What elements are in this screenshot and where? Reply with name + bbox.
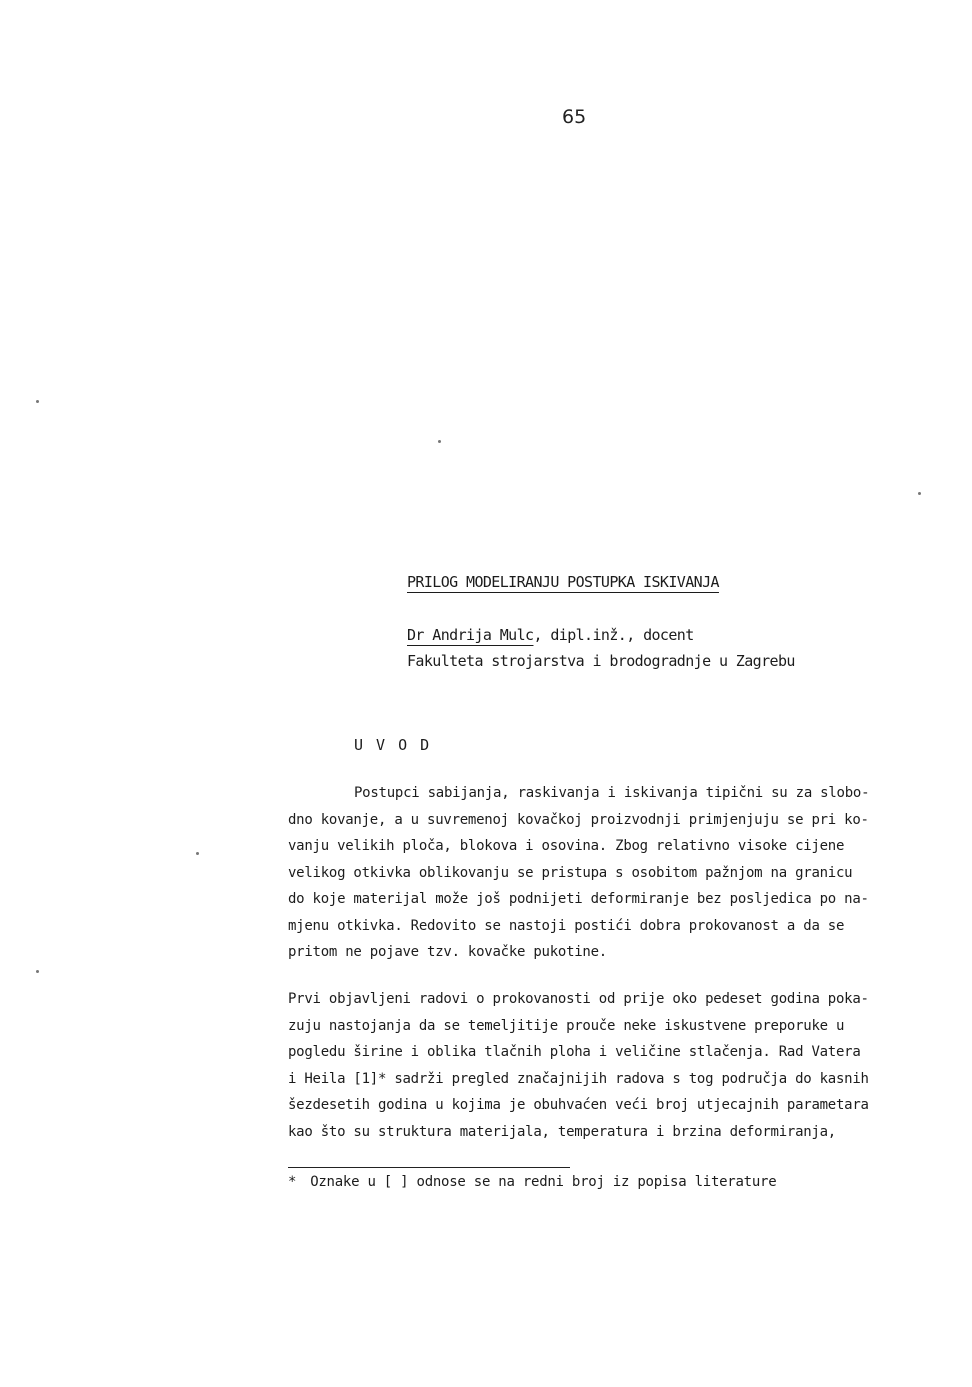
scan-speck — [36, 970, 39, 973]
paragraph-history — [288, 986, 918, 1145]
scan-speck — [196, 852, 199, 855]
author-name: Dr Andrija Mulc — [407, 626, 534, 644]
footnote-text: Oznake u [ ] odnose se na redni broj iz popisa literature — [310, 1174, 777, 1190]
footnote — [288, 1174, 776, 1190]
paragraph-line: Prvi objavljeni radovi o prokovanosti od prije oko pedeset godina poka- — [288, 991, 869, 1007]
article-title: PRILOG MODELIRANJU POSTUPKA ISKIVANJA — [407, 573, 719, 591]
paragraph-line: Postupci sabijanja, raskivanja i iskivanja tipični su za slobo- — [354, 785, 870, 801]
paragraph-line: velikog otkivka oblikovanju se pristupa s osobitom pažnjom na granicu — [288, 864, 853, 881]
paragraph-line: zuju nastojanja da se temeljitije prouče neke iskustvene preporuke u — [288, 1017, 845, 1034]
scan-speck — [36, 400, 39, 403]
paragraph-line: vanju velikih ploča, blokova i osovina. Zbog relativno visoke cijene — [288, 838, 845, 854]
author-affiliation: Fakulteta strojarstva i brodogradnje u Zagrebu — [407, 652, 795, 670]
paragraph-line: dno kovanje, a u suvremenoj kovačkoj proizvodnji primjenjuju se pri ko- — [288, 811, 869, 828]
paragraph-line: mjenu otkivka. Redovito se nastoji postići dobra prokovanost a da se — [288, 917, 845, 934]
paragraph-line: i Heila [1]* sadrži pregled značajnijih radova s tog područja do kasnih — [288, 1070, 869, 1087]
footnote-divider — [288, 1167, 570, 1168]
footnote-mark: * — [288, 1174, 297, 1190]
paragraph-line: pritom ne pojave tzv. kovačke pukotine. — [288, 944, 607, 960]
page-number: 65 — [562, 106, 587, 128]
paragraph-intro — [288, 780, 918, 966]
paragraph-line: šezdesetih godina u kojima je obuhvaćen veći broj utjecajnih parametara — [288, 1097, 869, 1113]
paragraph-line: do koje materijal može još podnijeti deformiranje bez posljedica po na- — [288, 891, 869, 907]
author-credentials: , dipl.inž., docent — [533, 626, 694, 644]
paragraph-line: kao što su struktura materijala, temperatura i brzina deformiranja, — [288, 1123, 836, 1140]
paragraph-line: pogledu širine i oblika tlačnih ploha i veličine stlačenja. Rad Vatera — [288, 1044, 861, 1060]
scan-speck — [918, 492, 921, 495]
scan-speck — [438, 440, 441, 443]
author-line — [407, 626, 694, 644]
section-heading: U V O D — [354, 736, 432, 754]
